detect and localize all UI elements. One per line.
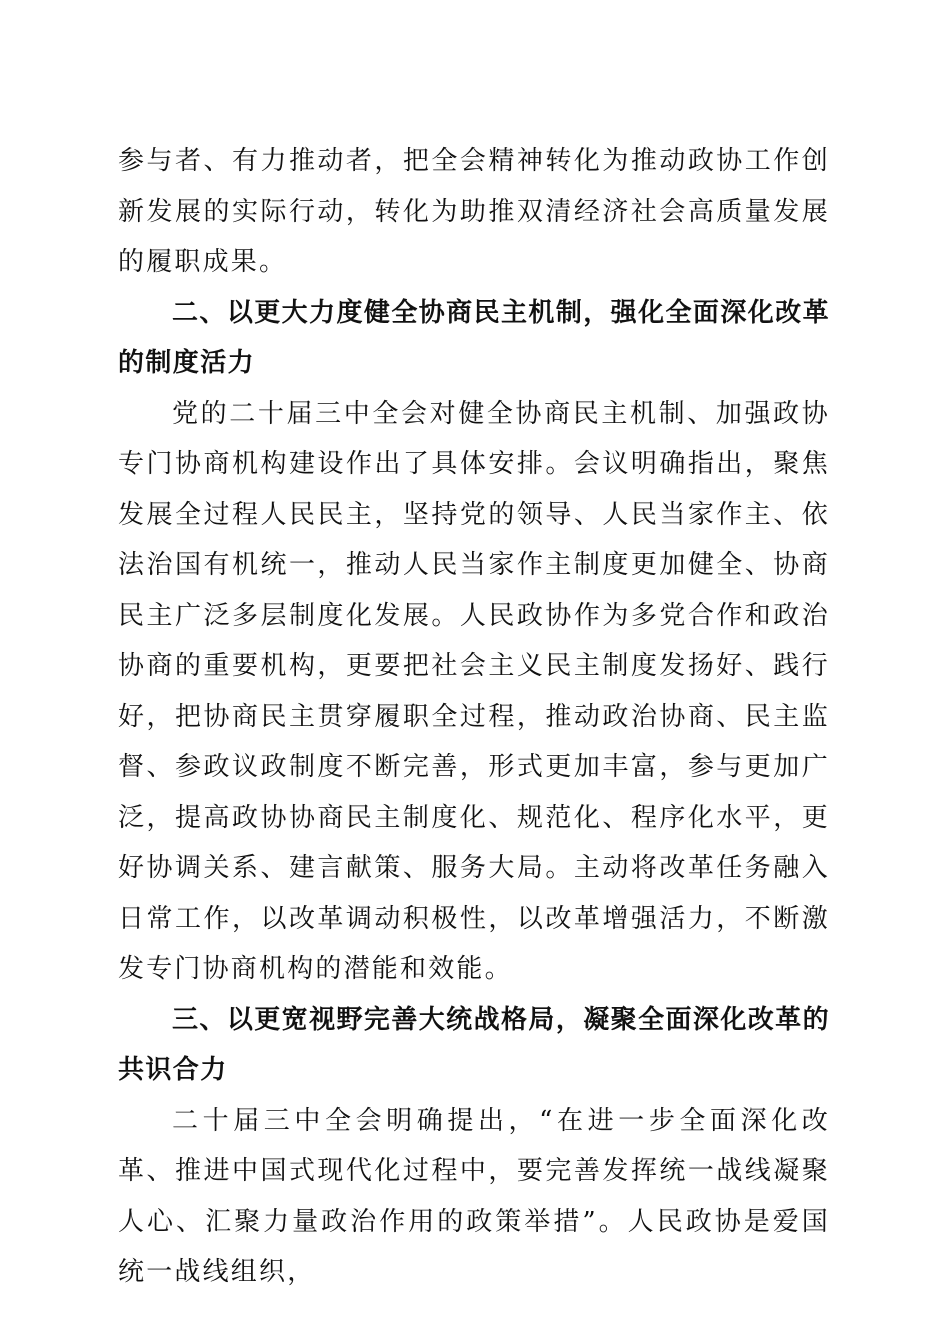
document-page [118, 136, 830, 1298]
body-paragraph-section-2: 党的二十届三中全会对健全协商民主机制、加强政协专门协商机构建设作出了具体安排。会议明确指出，聚焦发展全过程人民民主，坚持党的领导、人民当家作主、依法治国有机统一，推动人民当家作主制度更加健全、协商民主广泛多层制度化发展。人民政协作为多党合作和政治协商的重要机构，更要把社会主义民主制度发扬好、践行好，把协商民主贯穿履职全过程，推动政治协商、民主监督、参政议政制度不断完善，形式更加丰富，参与更加广泛，提高政协协商民主制度化、规范化、程序化水平，更好协调关系、建言献策、服务大局。主动将改革任务融入日常工作，以改革调动积极性，以改革增强活力，不断激发专门协商机构的潜能和效能。 [118, 398, 830, 984]
section-heading-3: 三、以更宽视野完善大统战格局，凝聚全面深化改革的共识合力 [118, 1004, 830, 1085]
body-paragraph-section-3: 二十届三中全会明确提出，“在进一步全面深化改革、推进中国式现代化过程中，要完善发挥统一战线凝聚人心、汇聚力量政治作用的政策举措”。人民政协是爱国统一战线组织， [118, 1105, 830, 1287]
body-paragraph-continuation: 参与者、有力推动者，把全会精神转化为推动政协工作创新发展的实际行动，转化为助推双清经济社会高质量发展的履职成果。 [118, 146, 830, 277]
section-heading-2: 二、以更大力度健全协商民主机制，强化全面深化改革的制度活力 [118, 297, 830, 378]
